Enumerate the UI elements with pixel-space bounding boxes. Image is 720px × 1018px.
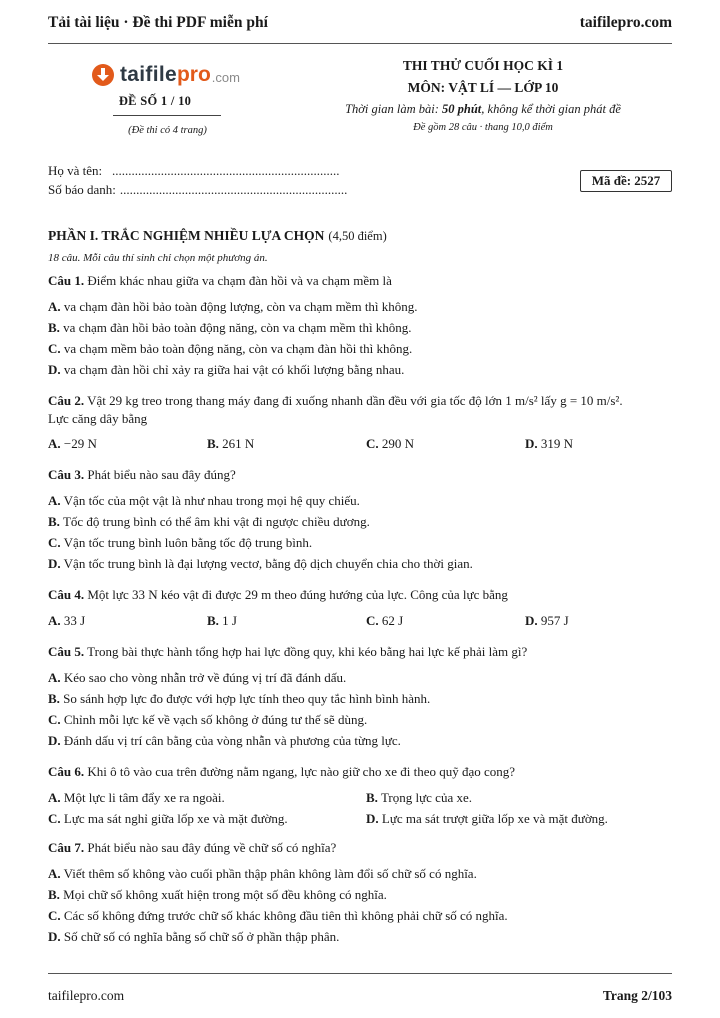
question-4 <box>48 586 672 604</box>
option-7c: C. Các số không đứng trước chữ số khác không đầu tiên thì không phải chữ số có nghĩa. <box>48 908 508 923</box>
logo-text-part3: .com <box>211 70 240 85</box>
name-field <box>48 163 340 179</box>
time-suffix: , không kể thời gian phát đề <box>481 102 621 116</box>
option-1a: A. va chạm đàn hồi bảo toàn động lượng, còn va chạm mềm thì không. <box>48 299 418 314</box>
top-header <box>48 10 672 38</box>
pages-note: (Đề thi có 4 trang) <box>128 125 207 136</box>
time-prefix: Thời gian làm bài: <box>345 102 443 116</box>
option-2d: D. 319 N <box>525 436 574 451</box>
question-text-line2: Lực căng dây bằng <box>48 411 148 426</box>
exam-time <box>330 102 636 117</box>
question-text-line1: Vật 29 kg treo trong thang máy đang đi xuống nhanh dần đều với gia tốc độ lớn 1 m/s² lấy g = 10 m/s². <box>87 393 623 408</box>
time-value: 50 phút <box>442 102 482 116</box>
question-text: Một lực 33 N kéo vật đi được 29 m theo đúng hướng của lực. Công của lực bằng <box>87 587 508 602</box>
option-6a: A. Một lực li tâm đẩy xe ra ngoài. <box>48 790 225 805</box>
id-label: Số báo danh: <box>48 182 116 197</box>
id-dots: ...................................................................... <box>119 182 348 197</box>
option-4c: C. 62 J <box>366 613 404 628</box>
question-3 <box>48 466 672 484</box>
section-heading <box>48 228 387 244</box>
site-logo <box>92 60 240 90</box>
question-text: Trong bài thực hành tổng hợp hai lực đồng quy, khi kéo bằng hai lực kế phải làm gì? <box>87 644 528 659</box>
question-number: Câu 3. <box>48 467 85 482</box>
footer-divider <box>48 973 672 974</box>
option-6d: D. Lực ma sát trượt giữa lốp xe và mặt đường. <box>366 811 608 826</box>
option-3b: B. Tốc độ trung bình có thể âm khi vật đi ngược chiều dương. <box>48 514 370 529</box>
option-5a: A. Kéo sao cho vòng nhẫn trở về đúng vị trí đã đánh dấu. <box>48 670 347 685</box>
exam-number: ĐỀ SỐ 1 / 10 <box>118 94 192 108</box>
option-2c: C. 290 N <box>366 436 415 451</box>
question-text: Khi ô tô vào cua trên đường nằm ngang, lực nào giữ cho xe đi theo quỹ đạo cong? <box>87 764 516 779</box>
question-text: Phát biểu nào sau đây đúng về chữ số có nghĩa? <box>87 840 337 855</box>
question-text: Phát biểu nào sau đây đúng? <box>87 467 236 482</box>
option-3c: C. Vận tốc trung bình luôn bằng tốc độ trung bình. <box>48 535 313 550</box>
section-note: 18 câu. Mỗi câu thí sinh chỉ chọn một phương án. <box>48 252 268 264</box>
section-title: PHẦN I. TRẮC NGHIỆM NHIỀU LỰA CHỌN <box>48 228 325 243</box>
id-field <box>48 182 347 198</box>
question-text: Điểm khác nhau giữa va chạm đàn hồi và va chạm mềm là <box>87 273 392 288</box>
question-number: Câu 4. <box>48 587 85 602</box>
option-3d: D. Vận tốc trung bình là đại lượng vectơ, bằng độ dịch chuyển chia cho thời gian. <box>48 556 473 571</box>
question-6 <box>48 763 672 781</box>
question-5 <box>48 643 672 661</box>
footer-site-name: taifilepro.com <box>48 988 125 1003</box>
option-6b: B. Trọng lực của xe. <box>366 790 472 805</box>
option-4a: A. 33 J <box>48 613 86 628</box>
header-left-text: Tải tài liệu · Đề thi PDF miễn phí <box>48 14 268 31</box>
exam-subject: MÔN: VẬT LÍ — LỚP 10 <box>407 80 559 95</box>
question-number: Câu 1. <box>48 273 85 288</box>
name-dots: ...................................................................... <box>112 163 340 178</box>
option-5b: B. So sánh hợp lực đo được với hợp lực tính theo quy tắc hình bình hành. <box>48 691 431 706</box>
download-arrow-icon <box>92 64 114 86</box>
option-3a: A. Vận tốc của một vật là như nhau trong mọi hệ quy chiếu. <box>48 493 360 508</box>
option-1b: B. va chạm đàn hồi bảo toàn động năng, còn va chạm mềm thì không. <box>48 320 412 335</box>
page-number: Trang 2/103 <box>602 988 672 1003</box>
logo-text-part2: pro <box>176 63 211 86</box>
question-2 <box>48 392 672 428</box>
option-7b: B. Mọi chữ số không xuất hiện trong một số đều không có nghĩa. <box>48 887 387 902</box>
question-number: Câu 6. <box>48 764 85 779</box>
exam-title: THI THỬ CUỐI HỌC KÌ 1 <box>402 58 564 73</box>
question-number: Câu 2. <box>48 393 85 408</box>
option-7d: D. Số chữ số có nghĩa bằng số chữ số ở phần thập phân. <box>48 929 340 944</box>
exam-info: Đề gồm 28 câu · thang 10,0 điểm <box>413 122 553 133</box>
exam-code-box: Mã đề: 2527 <box>580 170 672 192</box>
question-7 <box>48 839 672 857</box>
question-1 <box>48 272 672 290</box>
header-site-name: taifilepro.com <box>579 14 672 31</box>
option-6c: C. Lực ma sát nghỉ giữa lốp xe và mặt đường. <box>48 811 288 826</box>
logo-text-part1: taifile <box>120 63 177 86</box>
question-number: Câu 5. <box>48 644 85 659</box>
option-2b: B. 261 N <box>207 436 255 451</box>
option-2a: A. −29 N <box>48 436 97 451</box>
option-7a: A. Viết thêm số không vào cuối phần thập phân không làm đổi số chữ số có nghĩa. <box>48 866 477 881</box>
option-4b: B. 1 J <box>207 613 237 628</box>
option-5d: D. Đánh dấu vị trí cân bằng của vòng nhẫn và phương của từng lực. <box>48 733 401 748</box>
option-1c: C. va chạm mềm bảo toàn động năng, còn va chạm đàn hồi thì không. <box>48 341 413 356</box>
section-points: (4,50 điểm) <box>328 229 387 243</box>
name-label: Họ và tên: <box>48 163 103 178</box>
header-divider <box>48 43 672 44</box>
question-number: Câu 7. <box>48 840 85 855</box>
exam-number-divider <box>113 115 221 116</box>
option-5c: C. Chỉnh mỗi lực kế về vạch số không ở đúng tư thế sẽ dùng. <box>48 712 368 727</box>
option-1d: D. va chạm đàn hồi chỉ xảy ra giữa hai vật có khối lượng bằng nhau. <box>48 362 405 377</box>
option-4d: D. 957 J <box>525 613 569 628</box>
